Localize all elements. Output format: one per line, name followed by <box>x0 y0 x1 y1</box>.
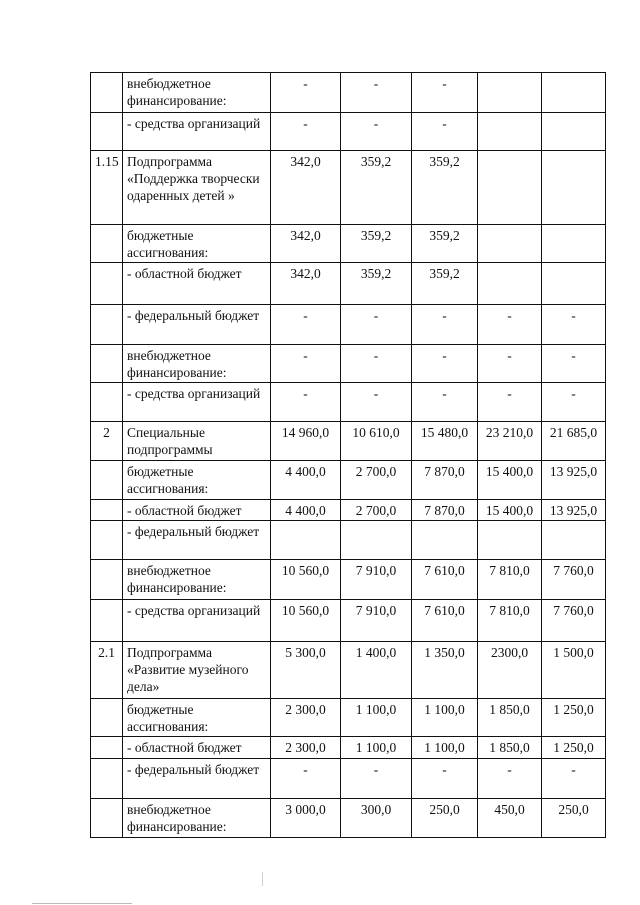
value-cell-year-5 <box>542 151 606 225</box>
value-cell-year-4: 1 850,0 <box>478 699 542 737</box>
table-row <box>91 560 606 600</box>
value-cell-year-1: 10 560,0 <box>271 600 341 642</box>
value-cell-year-4: 450,0 <box>478 799 542 838</box>
value-cell-year-5: - <box>542 305 606 345</box>
row-label: - средства организаций <box>123 600 271 642</box>
row-number: 2.1 <box>91 642 123 699</box>
value-cell-year-3: 359,2 <box>412 225 478 263</box>
table-row <box>91 461 606 500</box>
value-cell-year-3: 15 480,0 <box>412 422 478 461</box>
value-cell-year-5: 7 760,0 <box>542 600 606 642</box>
value-cell-year-3: - <box>412 305 478 345</box>
value-cell-year-2: - <box>341 73 412 113</box>
value-cell-year-4: - <box>478 383 542 422</box>
row-number <box>91 699 123 737</box>
value-cell-year-4 <box>478 113 542 151</box>
value-cell-year-3: - <box>412 759 478 799</box>
value-cell-year-1: 5 300,0 <box>271 642 341 699</box>
row-label: внебюджетное финансирование: <box>123 799 271 838</box>
value-cell-year-1 <box>271 521 341 560</box>
row-number <box>91 73 123 113</box>
value-cell-year-5 <box>542 73 606 113</box>
value-cell-year-1: 4 400,0 <box>271 461 341 500</box>
value-cell-year-2: - <box>341 345 412 383</box>
value-cell-year-4 <box>478 521 542 560</box>
value-cell-year-4: 15 400,0 <box>478 461 542 500</box>
value-cell-year-5: 1 250,0 <box>542 737 606 759</box>
value-cell-year-3: 1 350,0 <box>412 642 478 699</box>
value-cell-year-2: - <box>341 383 412 422</box>
row-label: - федеральный бюджет <box>123 759 271 799</box>
value-cell-year-1: 342,0 <box>271 151 341 225</box>
row-label: - областной бюджет <box>123 737 271 759</box>
row-number <box>91 263 123 305</box>
row-number <box>91 600 123 642</box>
value-cell-year-4: 1 850,0 <box>478 737 542 759</box>
table-row <box>91 699 606 737</box>
value-cell-year-1: 4 400,0 <box>271 500 341 521</box>
table-row <box>91 737 606 759</box>
row-label: - средства организаций <box>123 383 271 422</box>
scan-artifact-dots <box>262 872 263 886</box>
value-cell-year-4: - <box>478 759 542 799</box>
table-row <box>91 225 606 263</box>
value-cell-year-5: - <box>542 345 606 383</box>
value-cell-year-2: 2 700,0 <box>341 500 412 521</box>
value-cell-year-4: 7 810,0 <box>478 600 542 642</box>
value-cell-year-5: 1 250,0 <box>542 699 606 737</box>
value-cell-year-1: - <box>271 113 341 151</box>
row-label: - федеральный бюджет <box>123 305 271 345</box>
table-row <box>91 500 606 521</box>
value-cell-year-4: 23 210,0 <box>478 422 542 461</box>
row-label: бюджетные ассигнования: <box>123 699 271 737</box>
row-number <box>91 560 123 600</box>
value-cell-year-3: 7 870,0 <box>412 461 478 500</box>
value-cell-year-1: - <box>271 73 341 113</box>
table-row <box>91 263 606 305</box>
value-cell-year-3: 359,2 <box>412 151 478 225</box>
value-cell-year-5: - <box>542 383 606 422</box>
value-cell-year-4: 15 400,0 <box>478 500 542 521</box>
value-cell-year-4: 2300,0 <box>478 642 542 699</box>
value-cell-year-2: 1 100,0 <box>341 699 412 737</box>
row-label: внебюджетное финансирование: <box>123 345 271 383</box>
value-cell-year-3: 250,0 <box>412 799 478 838</box>
value-cell-year-3: 7 610,0 <box>412 600 478 642</box>
row-label: Подпрограмма «Поддержка творчески одаренных детей » <box>123 151 271 225</box>
table-row <box>91 642 606 699</box>
row-label: бюджетные ассигнования: <box>123 225 271 263</box>
value-cell-year-2: - <box>341 113 412 151</box>
value-cell-year-3: 1 100,0 <box>412 699 478 737</box>
value-cell-year-2: 2 700,0 <box>341 461 412 500</box>
value-cell-year-5 <box>542 113 606 151</box>
row-label: внебюджетное финансирование: <box>123 73 271 113</box>
value-cell-year-5: 21 685,0 <box>542 422 606 461</box>
value-cell-year-2: 7 910,0 <box>341 560 412 600</box>
value-cell-year-5: 13 925,0 <box>542 500 606 521</box>
row-label: - областной бюджет <box>123 263 271 305</box>
row-label: - федеральный бюджет <box>123 521 271 560</box>
value-cell-year-2: 1 400,0 <box>341 642 412 699</box>
table-row <box>91 759 606 799</box>
value-cell-year-2: 7 910,0 <box>341 600 412 642</box>
row-number <box>91 759 123 799</box>
table-row <box>91 422 606 461</box>
row-number <box>91 113 123 151</box>
value-cell-year-4: - <box>478 345 542 383</box>
value-cell-year-3: - <box>412 383 478 422</box>
row-label: внебюджетное финансирование: <box>123 560 271 600</box>
row-label: - средства организаций <box>123 113 271 151</box>
budget-table <box>90 72 606 838</box>
value-cell-year-5: 250,0 <box>542 799 606 838</box>
value-cell-year-1: 342,0 <box>271 225 341 263</box>
value-cell-year-4: - <box>478 305 542 345</box>
value-cell-year-5 <box>542 225 606 263</box>
table-row <box>91 151 606 225</box>
row-label: - областной бюджет <box>123 500 271 521</box>
value-cell-year-1: - <box>271 759 341 799</box>
budget-table-body <box>91 73 606 838</box>
value-cell-year-2: 1 100,0 <box>341 737 412 759</box>
row-number <box>91 305 123 345</box>
table-row <box>91 113 606 151</box>
value-cell-year-2 <box>341 521 412 560</box>
value-cell-year-1: - <box>271 305 341 345</box>
value-cell-year-5: 13 925,0 <box>542 461 606 500</box>
row-number <box>91 737 123 759</box>
value-cell-year-3 <box>412 521 478 560</box>
row-number <box>91 799 123 838</box>
value-cell-year-1: 14 960,0 <box>271 422 341 461</box>
value-cell-year-1: 2 300,0 <box>271 737 341 759</box>
value-cell-year-5: - <box>542 759 606 799</box>
value-cell-year-1: - <box>271 345 341 383</box>
value-cell-year-1: 2 300,0 <box>271 699 341 737</box>
row-number <box>91 345 123 383</box>
row-number <box>91 461 123 500</box>
row-number: 1.15 <box>91 151 123 225</box>
row-number <box>91 521 123 560</box>
table-row <box>91 345 606 383</box>
row-label: Подпрограмма «Развитие музейного дела» <box>123 642 271 699</box>
value-cell-year-3: - <box>412 73 478 113</box>
table-row <box>91 305 606 345</box>
row-label: бюджетные ассигнования: <box>123 461 271 500</box>
value-cell-year-4 <box>478 151 542 225</box>
value-cell-year-5 <box>542 263 606 305</box>
value-cell-year-1: - <box>271 383 341 422</box>
table-row <box>91 799 606 838</box>
row-label: Специальные подпрограммы <box>123 422 271 461</box>
table-row <box>91 383 606 422</box>
row-number <box>91 500 123 521</box>
value-cell-year-4 <box>478 263 542 305</box>
value-cell-year-2: 300,0 <box>341 799 412 838</box>
table-row <box>91 521 606 560</box>
value-cell-year-4: 7 810,0 <box>478 560 542 600</box>
value-cell-year-4 <box>478 225 542 263</box>
scan-artifact-bottom-line <box>32 903 132 904</box>
value-cell-year-2: - <box>341 759 412 799</box>
value-cell-year-5: 1 500,0 <box>542 642 606 699</box>
value-cell-year-2: 359,2 <box>341 151 412 225</box>
value-cell-year-1: 3 000,0 <box>271 799 341 838</box>
value-cell-year-5 <box>542 521 606 560</box>
row-number <box>91 225 123 263</box>
value-cell-year-5: 7 760,0 <box>542 560 606 600</box>
value-cell-year-2: 10 610,0 <box>341 422 412 461</box>
value-cell-year-3: 7 610,0 <box>412 560 478 600</box>
table-row <box>91 73 606 113</box>
value-cell-year-3: 1 100,0 <box>412 737 478 759</box>
value-cell-year-3: - <box>412 345 478 383</box>
value-cell-year-4 <box>478 73 542 113</box>
row-number: 2 <box>91 422 123 461</box>
value-cell-year-3: 359,2 <box>412 263 478 305</box>
value-cell-year-1: 10 560,0 <box>271 560 341 600</box>
value-cell-year-3: 7 870,0 <box>412 500 478 521</box>
value-cell-year-2: - <box>341 305 412 345</box>
row-number <box>91 383 123 422</box>
value-cell-year-3: - <box>412 113 478 151</box>
value-cell-year-2: 359,2 <box>341 263 412 305</box>
table-row <box>91 600 606 642</box>
value-cell-year-2: 359,2 <box>341 225 412 263</box>
value-cell-year-1: 342,0 <box>271 263 341 305</box>
